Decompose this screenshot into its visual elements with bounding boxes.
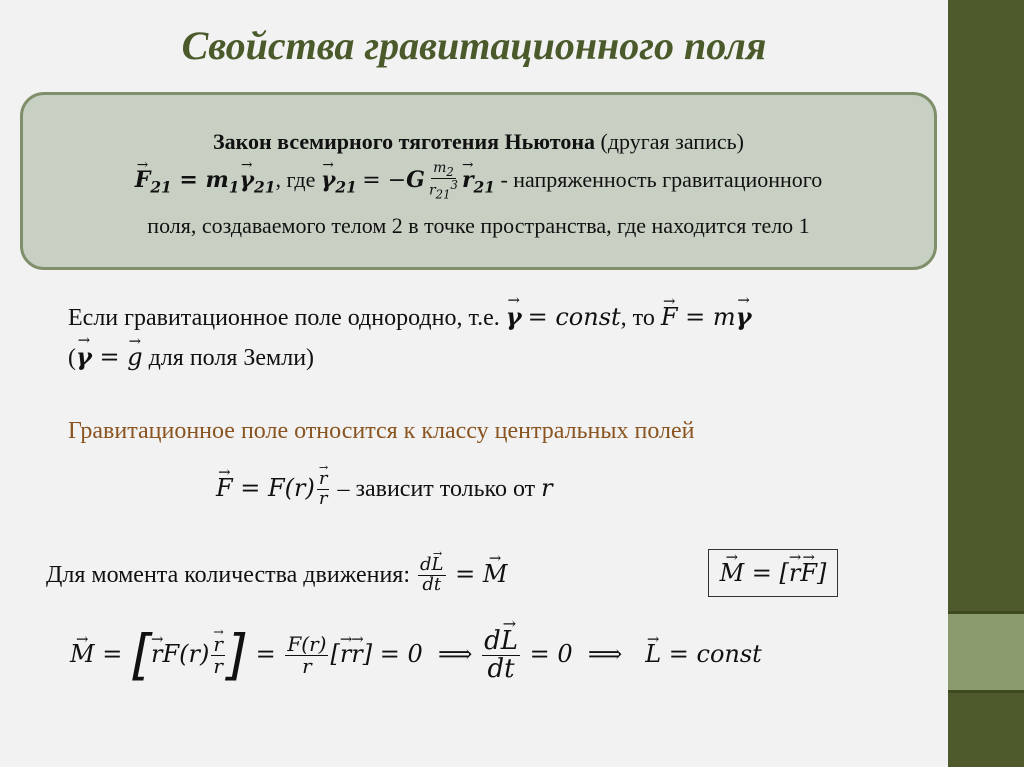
force-dep-text: – зависит только от: [337, 475, 536, 502]
uniform-field-line: [68, 302, 751, 332]
formula-gamma-rhs: = −G $\frac{m_2}{r_{21}^3}$ → $r_{21}$: [362, 168, 495, 193]
central-field-text: Гравитационное поле относится к классу центральных полей: [68, 418, 695, 444]
formula-f-mg: → F = m→ γ: [661, 303, 752, 331]
newton-law-box: [20, 92, 937, 270]
l-const: = const: [668, 640, 762, 669]
formula-dl-dt: $\frac{d\to L}{dt}$ = → M: [416, 560, 507, 588]
box-line-3: поля, создаваемого телом 2 в точке пространства, где находится тело 1: [147, 213, 810, 238]
accent-block: [948, 614, 1024, 690]
formula-gamma-g: (→ γ = → g: [68, 345, 143, 371]
formula-gamma-symbol: → γ: [506, 302, 522, 331]
formula-central-force: → F = F(r) → $\frac{r}{r}$: [216, 474, 331, 502]
accent-divider: [948, 690, 1024, 693]
formula-m-box: [708, 549, 838, 597]
slide-title: Свойства гравитационного поля: [181, 23, 767, 68]
derivation-line: [70, 623, 762, 687]
symbol-r: r: [541, 473, 553, 502]
moment-label: Для момента количества движения:: [46, 561, 411, 588]
gamma-const: = const: [527, 303, 621, 331]
box-formula-line: [23, 161, 934, 201]
moment-line: [46, 556, 507, 595]
earth-text: для поля Земли): [148, 345, 315, 371]
text-where: , где: [275, 166, 316, 192]
text-tension: - напряженность гравитационного: [500, 166, 823, 192]
box-heading-suffix: (другая запись): [600, 129, 744, 154]
formula-derivation: → M = [→ rF(r) → $\frac{r}{r}$ ] = $\frac{F(r)}{r}$ [→ r→ r] = 0 ⟹ $\frac{d\to L}{dt}$ = 0 ⟹ → L = const: [70, 640, 762, 668]
text-then: , то: [620, 305, 655, 331]
force-dependence-line: [216, 470, 553, 509]
box-heading-line: [23, 129, 934, 155]
formula-gamma: → $\gamma_{21}$: [321, 167, 357, 193]
formula-m-cross: → M = [→ r→ F]: [720, 559, 827, 587]
uniform-text: Если гравитационное поле однородно, т.е.: [68, 305, 500, 331]
box-heading: Закон всемирного тяготения Ньютона: [213, 129, 595, 154]
formula-force: → $F_{21} = m_1\to \gamma_{21}$: [135, 167, 276, 193]
earth-line: [68, 342, 314, 372]
